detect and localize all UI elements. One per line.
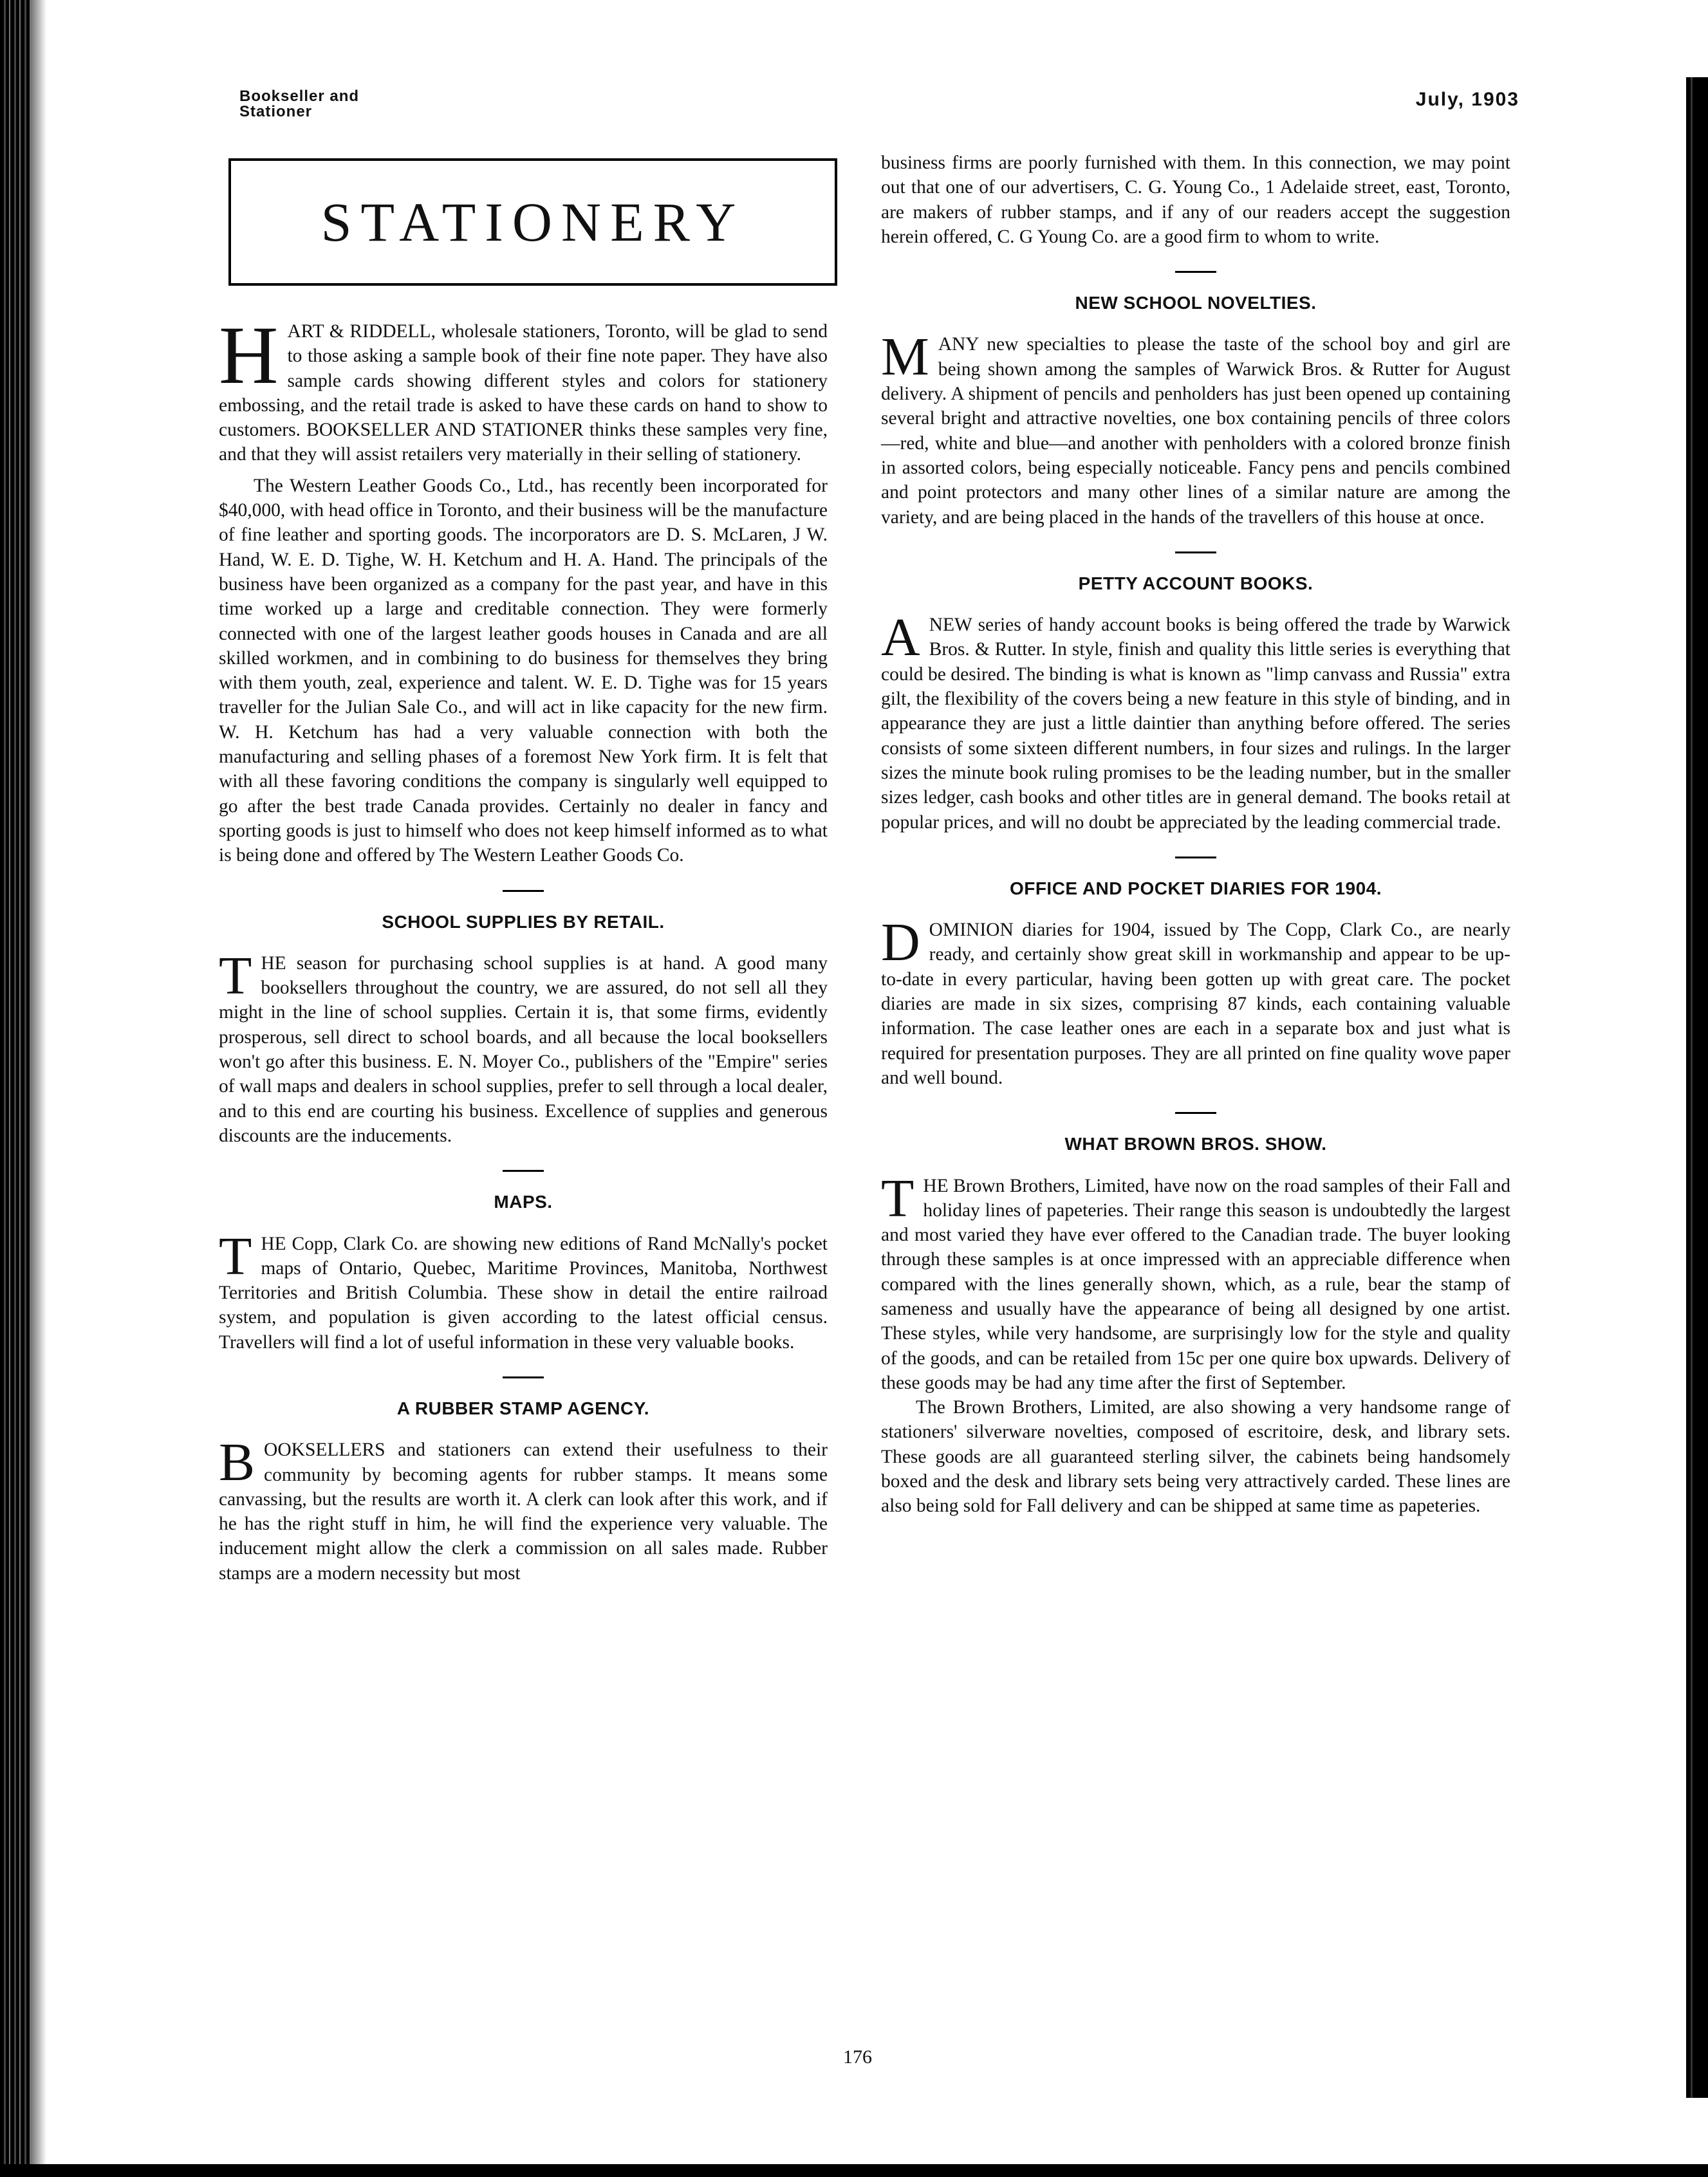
left-column [219, 310, 828, 1586]
scanned-page-edge-bottom [0, 2164, 1708, 2177]
running-header-date: July, 1903 [1415, 89, 1519, 110]
dropcap: A [881, 607, 920, 668]
maps-text: HE Copp, Clark Co. are showing new editions of Rand McNally's pocket maps of Ontario, Quebec, Maritime Provinces, Manitoba, Northwest Territories and British Columbia. These show in detail the entire railroad system, and population is given according to the latest official census. Travellers will find a lot of useful information in these very valuable books. [219, 1233, 828, 1353]
section-divider [503, 1170, 544, 1172]
school-supplies-text: HE season for purchasing school supplies is at hand. A good many booksellers throughout the country, we are assured, do not sell all they might in the line of school supplies. Certain it is, that some firms, evidently prosperous, sell direct to school boards, and all because the local booksellers won't go after this business. E. N. Moyer Co., publishers of the "Empire" series of wall maps and dealers in school supplies, prefer to sell through a local dealer, and to this end are courting his business. Excellence of supplies and generous discounts are the inducements. [219, 952, 828, 1146]
dropcap: D [881, 912, 920, 973]
dropcap: T [219, 945, 252, 1006]
page-title: STATIONERY [320, 191, 745, 253]
brown-bros-text: HE Brown Brothers, Limited, have now on the road samples of their Fall and holiday lines of papeteries. Their range this season is undoubtedly the largest and most varied they have ever offered to the Canadian trade. The buyer looking through these samples is at once impressed with an appreciable difference when compared with the lines generally shown, which, as a rule, bear the stamp of sameness and usually have the appearance of being all designed by one artist. These styles, while very handsome, are surprisingly low for the style and quality of the goods, and can be retailed from 15c per one quire box upwards. Delivery of these goods may be had any time after the first of September. [881, 1175, 1510, 1393]
brown-bros-paragraph-2: The Brown Brothers, Limited, are also showing a very handsome range of stationers' silverware novelties, composed of escritoire, desk, and library sets. These goods are all guaranteed sterling silver, the cabinets being handsomely boxed and the desk and library sets being very attractively carded. These lines are also being sold for Fall delivery and can be shipped at same time as papeteries. [881, 1397, 1510, 1517]
continuation-paragraph: business firms are poorly furnished with them. In this connection, we may point out that one of our advertisers, C. G. Young Co., 1 Adelaide street, east, Toronto, are makers of rubber stamps, and if any of our readers accept the suggestion herein offered, C. G Young Co. are a good firm to whom to write. [881, 153, 1510, 247]
section-divider [1175, 1112, 1216, 1114]
diaries-paragraph [881, 912, 1510, 1090]
petty-account-text: NEW series of handy account books is being offered the trade by Warwick Bros. & Rutter. In style, finish and quality this little series is everything that could be desired. The binding is what is known as "limp canvass and Russia" extra gilt, the flexibility of the covers being a new feature in this style of binding, and in appearance they are just a little daintier than anything before offered. The series consists of some sixteen different numbers, in four sizes and rulings. In the larger sizes the minute book ruling promises to be the leading number, but in the smaller sizes ledger, cash books and other titles are in general demand. The books retail at popular prices, and will no doubt be appreciated by the leading commercial trade. [881, 615, 1510, 833]
maps-paragraph [219, 1226, 828, 1355]
western-leather-paragraph: The Western Leather Goods Co., Ltd., has recently been incorporated for $40,000, with head office in Toronto, and their business will be the manufacture of fine leather and sporting goods. The incorporators are D. S. McLaren, J W. Hand, W. E. D. Tighe, W. H. Ketchum and H. A. Hand. The principals of the business have been organized as a company for the past year, and have in this time worked up a large and creditable connection. They were formerly connected with one of the largest leather goods houses in Canada and are all skilled workmen, and in combining to do business for themselves they bring with them youth, zeal, experience and talent. W. E. D. Tighe was for 15 years traveller for the Julian Sale Co., and will act in like capacity for the new firm. W. H. Ketchum has had a very valuable connection with both the manufacturing and selling phases of a foremost New York firm. It is felt that with all these favoring conditions the company is singularly well equipped to go after the best trade Canada provides. Certainly no dealer in fancy and sporting goods is just to himself who does not keep himself informed as to what is being done and offered by The Western Leather Goods Co. [219, 475, 828, 866]
section-divider [1175, 271, 1216, 273]
petty-account-paragraph [881, 607, 1510, 835]
section-heading-maps: MAPS. [494, 1192, 553, 1212]
section-divider [1175, 551, 1216, 553]
school-supplies-paragraph [219, 945, 828, 1148]
brown-bros-paragraph [881, 1168, 1510, 1396]
novelties-text: ANY new specialties to please the taste of the school boy and girl are being shown among the samples of Warwick Bros. & Rutter for August delivery. A shipment of pencils and penholders has just been opened up containing several bright and attractive novelties, one box containing pencils of three colors—red, white and blue—and another with penholders with a colored bronze finish in assorted colors, being especially noticeable. Fancy pens and pencils combined and point protectors and many other lines of a similar nature are among the variety, and are being placed in the hands of the travellers of this house at once. [881, 334, 1510, 528]
section-divider [1175, 857, 1216, 858]
dropcap: B [219, 1432, 255, 1493]
section-heading-petty-account: PETTY ACCOUNT BOOKS. [1078, 573, 1313, 593]
dropcap: T [219, 1226, 252, 1286]
section-heading-school-supplies: SCHOOL SUPPLIES BY RETAIL. [382, 911, 665, 932]
scanned-page-edge-left [0, 0, 31, 2177]
running-header-publication: Bookseller and Stationer [239, 88, 360, 120]
rubber-stamp-paragraph [219, 1432, 828, 1586]
section-divider [503, 1376, 544, 1378]
section-heading-rubber-stamp: A RUBBER STAMP AGENCY. [396, 1398, 650, 1418]
novelties-paragraph [881, 327, 1510, 529]
dropcap: H [219, 310, 279, 401]
page-number: 176 [843, 2046, 872, 2068]
section-divider [503, 890, 544, 892]
dropcap: M [881, 327, 929, 387]
intro-text: ART & RIDDELL, wholesale stationers, Toronto, will be glad to send to those asking a sample book of their fine note paper. They have also sample cards showing different styles and colors for stationery embossing, and the retail trade is asked to have these cards on hand to show to customers. BOOKSELLER AND STATIONER thinks these samples very fine, and that they will assist retailers very materially in their selling of stationery. [219, 321, 828, 465]
diaries-text: OMINION diaries for 1904, issued by The Copp, Clark Co., are nearly ready, and certainly show great skill in workmanship and appear to be up-to-date in every particular, having been gotten up with great care. The pocket diaries are made in six sizes, comprising 87 kinds, each containing valuable information. The case leather ones are each in a separate box and just what is required for presentation purposes. They are all printed on fine quality wove paper and well bound. [881, 920, 1510, 1088]
scanned-page-edge-right [1686, 77, 1708, 2098]
rubber-stamp-text: OOKSELLERS and stationers can extend their usefulness to their community by becoming agents for rubber stamps. It means some canvassing, but the results are worth it. A clerk can look after this work, and if he has the right stuff in him, he will find the experience very valuable. The inducement might allow the clerk a commission on all sales made. Rubber stamps are a modern necessity but most [219, 1440, 828, 1584]
section-heading-diaries: OFFICE AND POCKET DIARIES FOR 1904. [1009, 878, 1382, 898]
right-column [881, 151, 1510, 1519]
dropcap: T [881, 1168, 914, 1228]
intro-paragraph [219, 310, 828, 467]
section-heading-novelties: NEW SCHOOL NOVELTIES. [1075, 293, 1317, 313]
title-box [228, 158, 837, 286]
section-heading-brown-bros: WHAT BROWN BROS. SHOW. [1064, 1134, 1327, 1154]
